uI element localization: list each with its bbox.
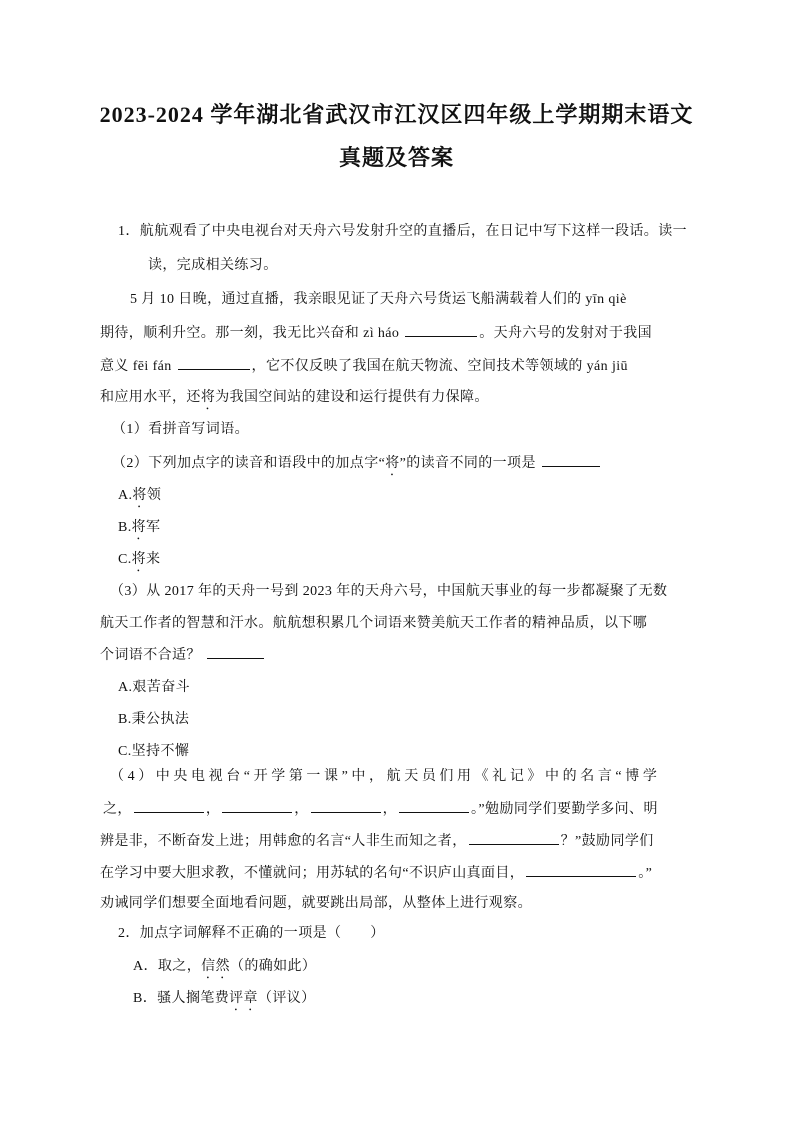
q1-sub4-line4	[100, 863, 652, 884]
answer-blank	[542, 453, 600, 467]
text-run: A.艰苦奋斗	[118, 680, 191, 695]
document-title-line1: 2023-2024 学年湖北省武汉市江汉区四年级上学期期末语文	[99, 102, 694, 127]
text-run: （1）看拼音写词语。	[112, 422, 249, 437]
text-run: C.	[118, 552, 132, 567]
answer-blank	[178, 356, 250, 370]
q1-sub2	[112, 453, 602, 479]
emphasized-text: 将	[131, 520, 147, 535]
text-run: （2）下列加点字的读音和语段中的加点字“	[112, 456, 386, 471]
emphasized-text: 信然	[201, 959, 230, 974]
text-run: ，它不仅反映了我国在航天物流、空间技术等领域的 yán jiū	[251, 359, 628, 374]
q1-sub3-line3	[100, 645, 266, 666]
text-run: 和应用水平，还	[100, 390, 201, 405]
q1-sub3-option-b	[118, 710, 189, 730]
q1-sub2-option-c	[118, 550, 160, 575]
answer-blank	[399, 799, 469, 813]
text-run: 在学习中要大胆求教，不懂就问；用苏轼的名句“不识庐山真面目，	[100, 866, 525, 881]
text-run: 期待，顺利升空。那一刻，我无比兴奋和 zì háo	[100, 326, 404, 341]
q1-line1	[118, 222, 687, 242]
q1-sub4-line5	[100, 894, 532, 914]
q1-line2	[148, 256, 278, 276]
q1-sub3-line1	[110, 582, 667, 602]
q1-passage-line1	[130, 290, 627, 310]
emphasized-text: 将	[200, 390, 216, 405]
answer-blank	[469, 831, 559, 845]
text-run: 航天工作者的智慧和汗水。航航想积累几个词语来赞美航天工作者的精神品质，以下哪	[100, 616, 648, 631]
text-run: 2．加点字词解释不正确的一项是（ ）	[118, 926, 385, 941]
emphasized-text: 将	[131, 552, 147, 567]
q1-sub1	[112, 420, 249, 440]
text-run: 。天舟六号的发射对于我国	[479, 326, 653, 341]
emphasized-text: 评章	[229, 991, 258, 1006]
q2-option-b	[133, 989, 316, 1014]
text-run: ”的读音不同的一项是	[399, 456, 540, 471]
text-run: 。”	[638, 866, 653, 881]
answer-blank	[311, 799, 381, 813]
answer-blank	[134, 799, 204, 813]
text-run: 来	[146, 552, 161, 567]
q1-passage-line4	[100, 388, 489, 413]
q2-stem	[118, 924, 385, 944]
text-run: （4）中央电视台“开学第一课”中，航天员们用《礼记》中的名言“博学	[110, 769, 661, 784]
text-run: （3）从 2017 年的天舟一号到 2023 年的天舟六号，中国航天事业的每一步都凝聚了无数	[110, 584, 668, 599]
q1-sub2-option-a	[118, 486, 161, 511]
q1-sub2-option-b	[118, 518, 160, 543]
text-run: 1．航航观看了中央电视台对天舟六号发射升空的直播后，在日记中写下这样一段话。读一	[118, 224, 687, 239]
text-run: 劝诫同学们想要全面地看问题，就要跳出局部，从整体上进行观察。	[100, 896, 532, 911]
text-run: 辨是非，不断奋发上进；用韩愈的名言“人非生而知之者，	[100, 834, 467, 849]
text-run: 军	[146, 520, 161, 535]
answer-blank	[526, 863, 636, 877]
answer-blank	[222, 799, 292, 813]
q1-sub4-line2	[103, 799, 658, 820]
q1-sub3-option-c	[118, 742, 189, 762]
q1-sub4-line1	[110, 767, 660, 787]
q1-sub3-line2	[100, 614, 647, 634]
document-title-line2: 真题及答案	[338, 145, 454, 170]
emphasized-text: 将	[132, 488, 147, 503]
text-run: ，	[382, 802, 398, 817]
emphasized-text: 将	[385, 456, 400, 471]
text-run: ，	[294, 802, 309, 817]
text-run: A．取之，	[133, 959, 202, 974]
answer-blank	[405, 323, 477, 337]
text-run: ？”鼓励同学们	[560, 834, 654, 849]
text-run: （评议）	[257, 991, 316, 1006]
answer-blank	[207, 645, 264, 659]
text-run: C.坚持不懈	[118, 744, 190, 759]
text-run: 之，	[103, 802, 132, 817]
text-run: 为我国空间站的建设和运行提供有力保障。	[215, 390, 489, 405]
text-run: 意义 fēi fán	[100, 359, 176, 374]
text-run: （的确如此）	[229, 959, 317, 974]
q2-option-a	[133, 957, 316, 982]
text-run: B.秉公执法	[118, 712, 190, 727]
text-run: 读，完成相关练习。	[148, 258, 278, 273]
text-run: B．骚人搁笔费	[133, 991, 230, 1006]
q1-sub4-line3	[100, 831, 654, 852]
q1-passage-line3	[100, 356, 628, 377]
text-run: A.	[118, 488, 133, 503]
text-run: 领	[146, 488, 162, 503]
text-run: 5 月 10 日晚，通过直播，我亲眼见证了天舟六号货运飞船满载着人们的 yīn qiè	[130, 292, 627, 307]
text-run: 个词语不合适？	[100, 648, 205, 663]
text-run: ，	[205, 802, 221, 817]
q1-sub3-option-a	[118, 678, 190, 698]
text-run: 。”勉励同学们要勤学多问、明	[471, 802, 658, 817]
text-run: B.	[118, 520, 132, 535]
q1-passage-line2	[100, 323, 652, 344]
